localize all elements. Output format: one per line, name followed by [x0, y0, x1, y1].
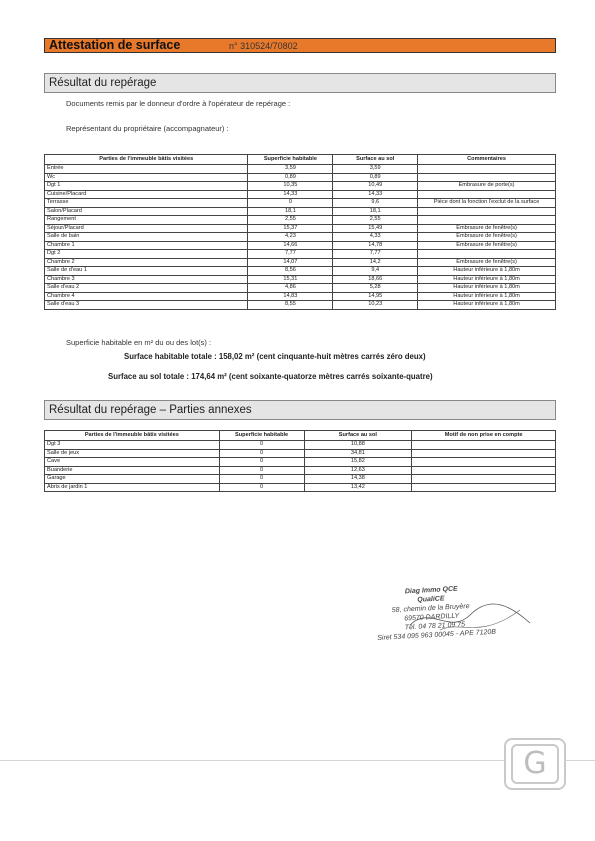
table-cell: Chambre 2 [45, 258, 248, 267]
table-row [45, 182, 556, 191]
column-header: Superficie habitable [248, 155, 333, 165]
table-row [45, 275, 556, 284]
table-cell: Hauteur inférieure à 1,80m [418, 267, 556, 276]
table-row [45, 284, 556, 293]
logo-box [504, 738, 566, 790]
table-cell: 18,1 [248, 207, 333, 216]
table-row [45, 190, 556, 199]
table-cell: Chambre 1 [45, 241, 248, 250]
table-cell: 0 [219, 449, 304, 458]
table-cell: 4,23 [248, 233, 333, 242]
table-cell: Embrasure de fenêtre(s) [418, 241, 556, 250]
table-row [45, 301, 556, 310]
table-cell: Cuisine/Placard [45, 190, 248, 199]
column-header: Superficie habitable [219, 431, 304, 441]
table-cell: 34,81 [304, 449, 412, 458]
column-header: Motif de non prise en compte [412, 431, 556, 441]
column-header: Parties de l'immeuble bâtis visitées [45, 431, 220, 441]
table-cell: 8,56 [248, 267, 333, 276]
table-cell: 5,28 [333, 284, 418, 293]
table-cell: Buanderie [45, 466, 220, 475]
table-cell: 14,66 [248, 241, 333, 250]
superficie-label: Superficie habitable en m² du ou des lot(s) : [66, 338, 212, 347]
surface-table-header-row [45, 155, 556, 165]
table-cell: 15,49 [333, 224, 418, 233]
table-cell: Salle de d'eau 1 [45, 267, 248, 276]
table-cell: Embrasure de fenêtre(s) [418, 224, 556, 233]
table-cell: 4,33 [333, 233, 418, 242]
table-cell: 14,2 [333, 258, 418, 267]
document-title-bar [44, 38, 556, 53]
table-cell: 14,83 [248, 292, 333, 301]
column-header: Surface au sol [333, 155, 418, 165]
table-row [45, 267, 556, 276]
table-cell: 10,88 [304, 441, 412, 450]
table-cell: 0 [219, 458, 304, 467]
table-cell [412, 441, 556, 450]
table-row [45, 449, 556, 458]
table-row [45, 165, 556, 174]
table-cell: Dgt 1 [45, 182, 248, 191]
table-cell: Abris de jardin 1 [45, 483, 220, 492]
annexes-table [44, 430, 556, 492]
table-cell: Séjour/Placard [45, 224, 248, 233]
stamp-line: Siret 534 095 963 00045 - APE 7120B [377, 628, 497, 642]
documents-remis-label: Documents remis par le donneur d'ordre à l'opérateur de repérage : [66, 99, 291, 108]
table-cell: Salon/Placard [45, 207, 248, 216]
table-cell: Salle de bain [45, 233, 248, 242]
table-cell: 12,63 [304, 466, 412, 475]
table-cell: Embrasure de porte(s) [418, 182, 556, 191]
table-cell: 0,89 [333, 173, 418, 182]
table-cell: 0 [219, 441, 304, 450]
table-cell: Terrasse [45, 199, 248, 208]
table-cell: 0 [219, 483, 304, 492]
table-cell: 3,59 [333, 165, 418, 174]
stamp-line: 69570 DARDILLY [404, 612, 460, 623]
table-cell: Hauteur inférieure à 1,80m [418, 275, 556, 284]
table-row [45, 216, 556, 225]
annexes-table-header-row [45, 431, 556, 441]
table-cell: 14,33 [248, 190, 333, 199]
table-cell: Hauteur inférieure à 1,80m [418, 301, 556, 310]
table-cell: 4,86 [248, 284, 333, 293]
table-cell: Wc [45, 173, 248, 182]
table-cell: 15,82 [304, 458, 412, 467]
table-row [45, 258, 556, 267]
section-header-annexes: Résultat du repérage – Parties annexes [44, 400, 556, 420]
table-cell: Hauteur inférieure à 1,80m [418, 292, 556, 301]
table-cell: Salle d'eau 2 [45, 284, 248, 293]
column-header: Surface au sol [304, 431, 412, 441]
table-cell: 15,31 [248, 275, 333, 284]
table-cell: Hauteur inférieure à 1,80m [418, 284, 556, 293]
table-row [45, 250, 556, 259]
table-cell: 3,59 [248, 165, 333, 174]
table-cell [412, 458, 556, 467]
table-cell [418, 165, 556, 174]
total-sol: Surface au sol totale : 174,64 m² (cent soixante-quatorze mètres carrés soixante-quatre) [108, 372, 433, 381]
table-cell: 2,55 [248, 216, 333, 225]
stamp-line: Tél. 04 78 21 09 75 [404, 621, 466, 632]
table-cell: Pièce dont la fonction l'exclut de la surface [418, 199, 556, 208]
table-cell: 2,55 [333, 216, 418, 225]
table-cell [418, 190, 556, 199]
table-cell: 10,23 [333, 301, 418, 310]
table-row [45, 233, 556, 242]
table-cell: Embrasure de fenêtre(s) [418, 233, 556, 242]
stamp-line: Diag Immo QCE [404, 585, 458, 596]
table-cell: 8,55 [248, 301, 333, 310]
table-cell: Rangement [45, 216, 248, 225]
table-cell: 10,35 [248, 182, 333, 191]
table-cell [418, 250, 556, 259]
table-cell: Cave [45, 458, 220, 467]
table-row [45, 224, 556, 233]
table-cell: 7,77 [333, 250, 418, 259]
table-cell: 9,6 [333, 199, 418, 208]
table-row [45, 241, 556, 250]
table-cell: 0 [248, 199, 333, 208]
table-cell [412, 466, 556, 475]
table-cell: Embrasure de fenêtre(s) [418, 258, 556, 267]
table-cell [412, 449, 556, 458]
table-row [45, 441, 556, 450]
table-cell [412, 483, 556, 492]
table-row [45, 207, 556, 216]
stamp-line: QualiCE [417, 595, 445, 604]
table-cell: 18,66 [333, 275, 418, 284]
table-cell [418, 173, 556, 182]
table-cell: 14,33 [333, 190, 418, 199]
table-cell [418, 207, 556, 216]
table-row [45, 458, 556, 467]
column-header: Commentaires [418, 155, 556, 165]
table-cell: Dgt 2 [45, 250, 248, 259]
table-row [45, 475, 556, 484]
section-header-repérage: Résultat du repérage [44, 73, 556, 93]
table-cell: Garage [45, 475, 220, 484]
table-cell: Salle de jeux [45, 449, 220, 458]
table-cell: 0 [219, 466, 304, 475]
stamp-line: 58, chemin de la Bruyère [391, 603, 470, 615]
table-row [45, 173, 556, 182]
document-reference-number: n° 310524/70802 [229, 41, 298, 51]
table-cell [412, 475, 556, 484]
table-cell: 7,77 [248, 250, 333, 259]
column-header: Parties de l'immeuble bâtis visitées [45, 155, 248, 165]
table-row [45, 292, 556, 301]
table-cell: 14,95 [333, 292, 418, 301]
table-cell: 9,4 [333, 267, 418, 276]
table-row [45, 199, 556, 208]
table-cell: 0,89 [248, 173, 333, 182]
table-cell: Salle d'eau 3 [45, 301, 248, 310]
document-title: Attestation de surface [49, 38, 181, 52]
table-cell: 0 [219, 475, 304, 484]
table-cell: Entrée [45, 165, 248, 174]
table-cell [418, 216, 556, 225]
table-cell: 18,1 [333, 207, 418, 216]
table-cell: 10,49 [333, 182, 418, 191]
logo-icon: G [511, 744, 559, 784]
table-cell: Chambre 4 [45, 292, 248, 301]
signature [400, 595, 540, 645]
table-row [45, 466, 556, 475]
representant-label: Représentant du propriétaire (accompagnateur) : [66, 124, 229, 133]
table-row [45, 483, 556, 492]
table-cell: 14,38 [304, 475, 412, 484]
surface-table [44, 154, 556, 310]
table-cell: 13,42 [304, 483, 412, 492]
table-cell: Chambre 3 [45, 275, 248, 284]
total-habitable: Surface habitable totale : 158,02 m² (cent cinquante-huit mètres carrés zéro deux) [124, 352, 426, 361]
table-cell: 15,37 [248, 224, 333, 233]
table-cell: 14,07 [248, 258, 333, 267]
table-cell: 14,78 [333, 241, 418, 250]
table-cell: Dgt 3 [45, 441, 220, 450]
